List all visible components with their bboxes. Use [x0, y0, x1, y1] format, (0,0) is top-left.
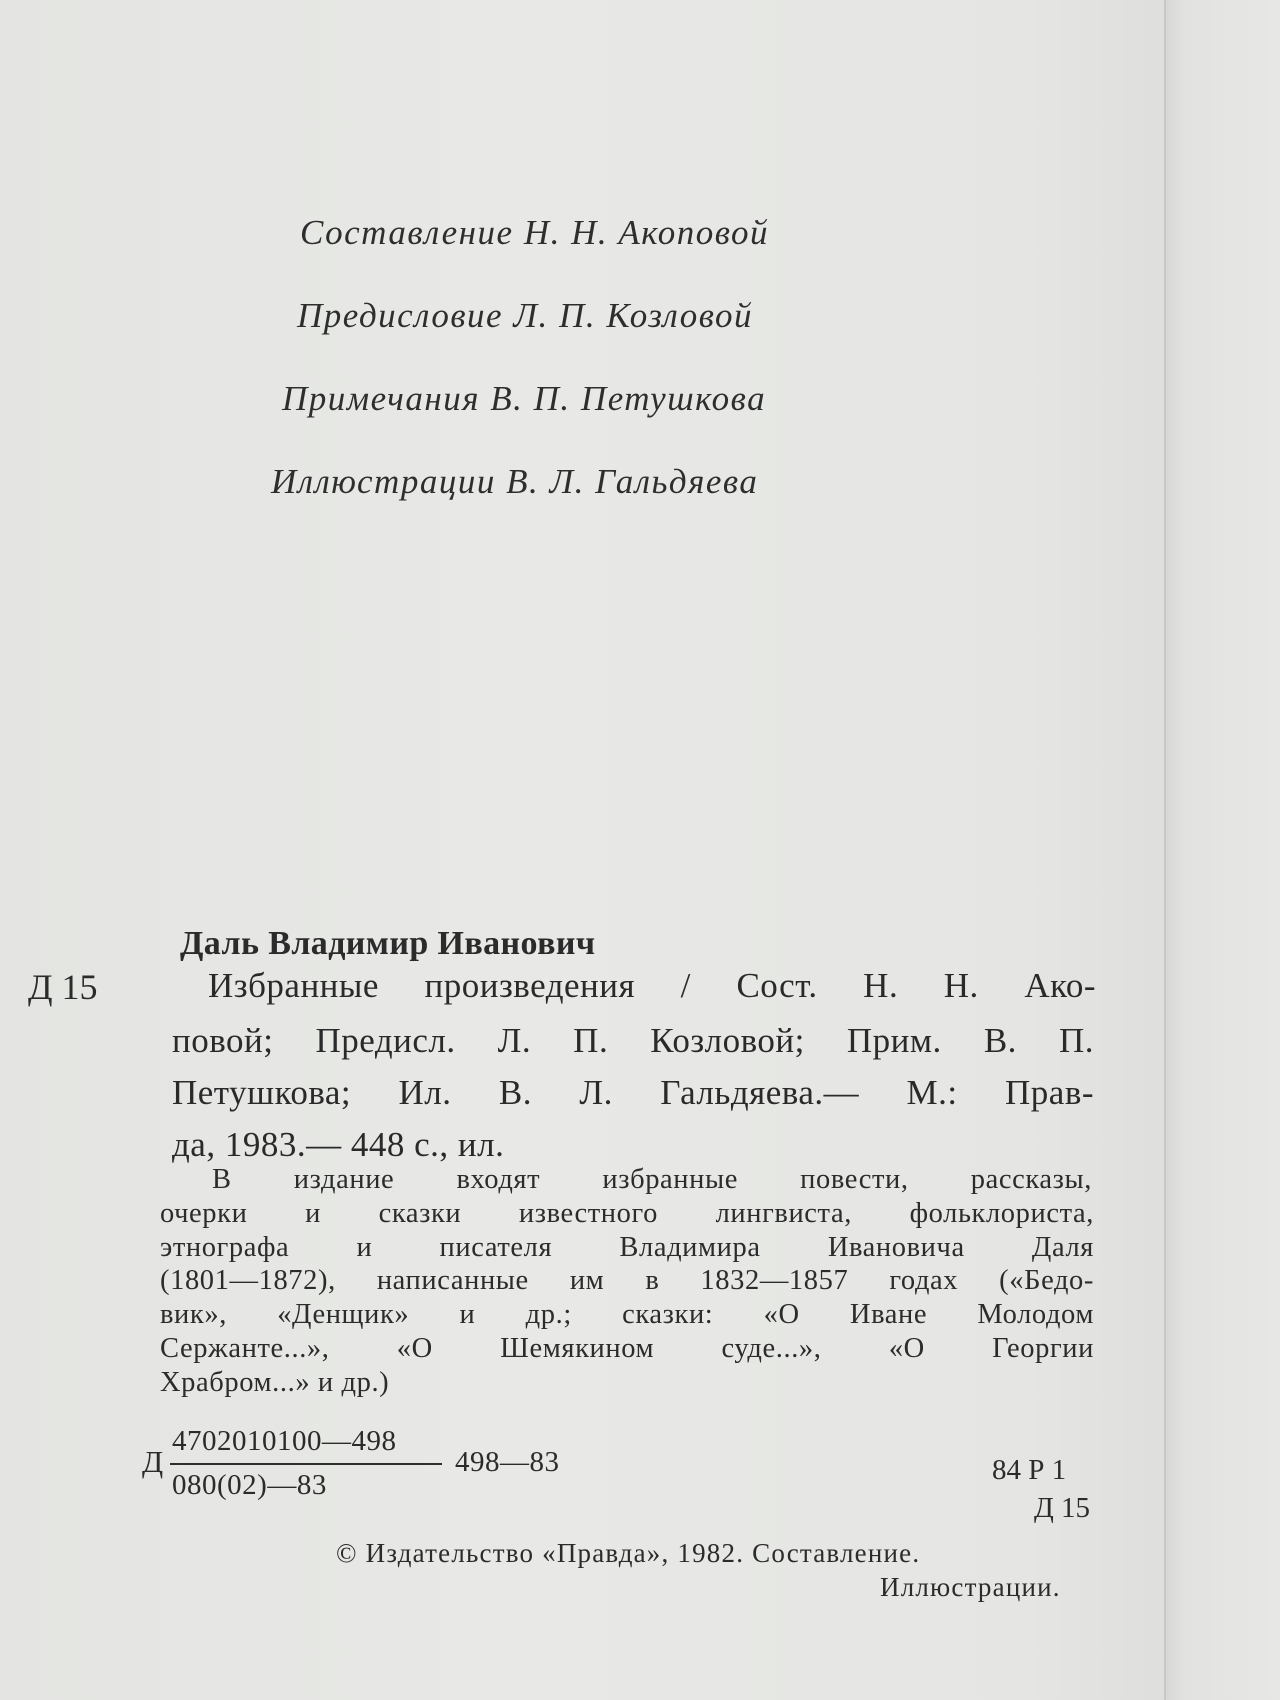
page-fold-line [1164, 0, 1166, 1700]
call-number: Д 15 [28, 967, 98, 1007]
credit-notes: Примечания В. П. Петушкова [282, 379, 767, 418]
credit-preface: Предисловие Л. П. Козловой [297, 296, 753, 335]
annotation-line: В издание входят избранные повести, рассказы, [212, 1164, 1092, 1195]
annotation-line: (1801—1872), написанные им в 1832—1857 годах («Бедо- [160, 1265, 1094, 1296]
code-letter: Д [142, 1444, 164, 1479]
annotation-line: Сержанте...», «О Шемякином суде...», «О Георгии [160, 1333, 1094, 1364]
code-fraction-bar [170, 1463, 442, 1465]
bib-line: Избранные произведения / Сост. Н. Н. Ако- [208, 966, 1096, 1005]
copyright-line: © Издательство «Правда», 1982. Составление. [336, 1538, 921, 1568]
code-numerator: 4702010100—498 [172, 1425, 397, 1457]
code-order: 498—83 [455, 1446, 560, 1478]
annotation-line: Храбром...» и др.) [160, 1367, 390, 1398]
catalog-author: Даль Владимир Иванович [180, 925, 596, 962]
annotation-line: очерки и сказки известного лингвиста, фольклориста, [160, 1198, 1094, 1229]
credit-illustrations: Иллюстрации В. Л. Гальдяева [271, 462, 759, 501]
bib-line: повой; Предисл. Л. П. Козловой; Прим. В. П. [172, 1021, 1094, 1060]
next-page-edge [1164, 0, 1280, 1700]
author-mark: Д 15 [1034, 1492, 1091, 1524]
annotation-line: этнографа и писателя Владимира Ивановича Даля [160, 1232, 1094, 1263]
code-denominator: 080(02)—83 [172, 1469, 327, 1501]
bib-line: да, 1983.— 448 с., ил. [172, 1125, 505, 1164]
lbc-index: 84 Р 1 [992, 1454, 1067, 1486]
credit-compilation: Составление Н. Н. Акоповой [300, 213, 770, 252]
bib-line: Петушкова; Ил. В. Л. Гальдяева.— М.: Прав- [172, 1073, 1094, 1112]
annotation-line: вик», «Денщик» и др.; сказки: «О Иване Молодом [160, 1299, 1094, 1330]
copyright-line: Иллюстрации. [880, 1572, 1061, 1602]
